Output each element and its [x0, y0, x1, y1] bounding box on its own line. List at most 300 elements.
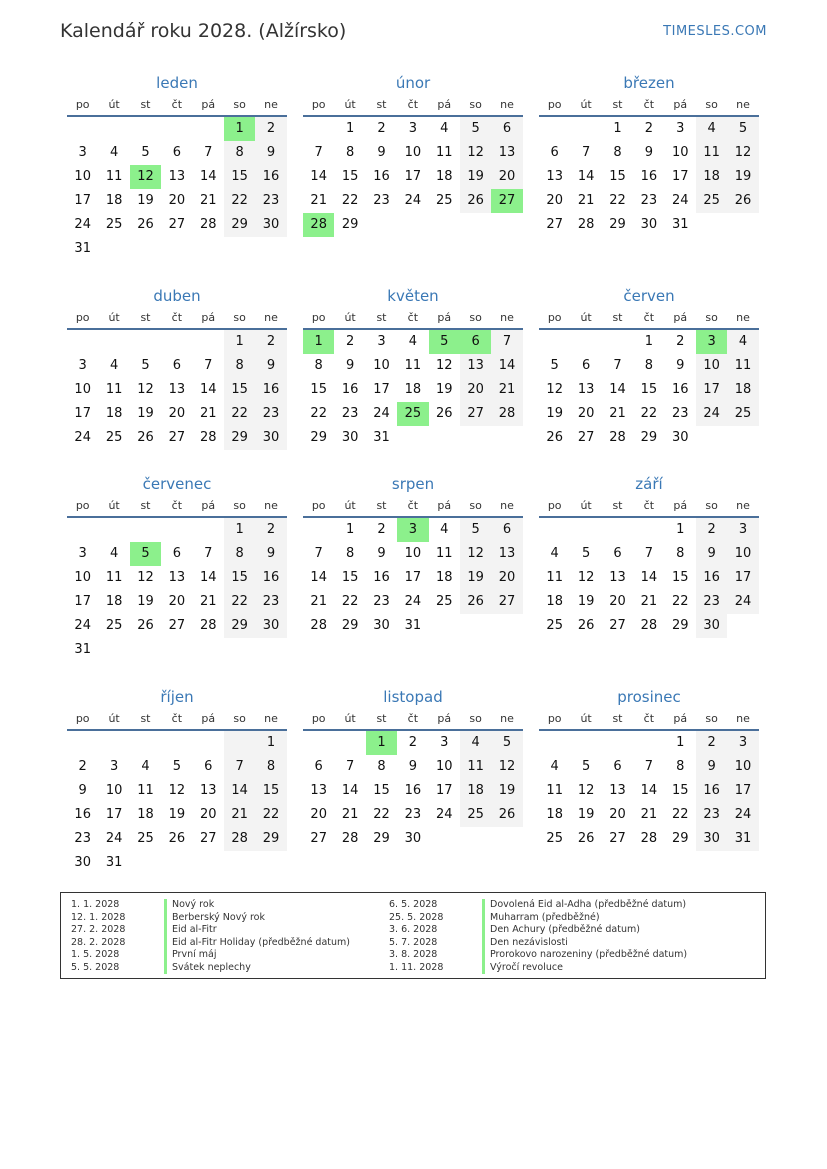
day-cell: 23 [373, 193, 390, 208]
day-cell: 28 [303, 213, 334, 237]
legend-date: 5. 5. 2028 [71, 961, 120, 973]
day-cell: 22 [373, 807, 390, 822]
weekday-label: út [344, 499, 356, 512]
day-cell: 9 [676, 358, 685, 373]
day-cell: 25 [435, 594, 453, 609]
day-cell: 22 [640, 406, 658, 421]
day-cell: 19 [460, 165, 491, 189]
day-cell: 20 [491, 566, 522, 590]
empty-day [130, 330, 161, 354]
empty-day [193, 731, 224, 755]
day-cell: 8 [314, 358, 323, 373]
empty-day [67, 330, 98, 354]
day-cell: 10 [74, 570, 91, 585]
empty-day [98, 518, 129, 542]
day-cell: 9 [696, 755, 727, 779]
week-row [67, 803, 287, 827]
day-cell: 7 [345, 759, 355, 774]
day-cell: 15 [640, 382, 658, 397]
weekday-label: po [547, 98, 562, 111]
weekday-header [67, 309, 287, 330]
weekday-label: út [344, 712, 356, 725]
weekday-header [67, 96, 287, 117]
day-cell: 25 [696, 189, 727, 213]
weekday-label: čt [643, 499, 655, 512]
weekday-header [539, 497, 759, 518]
day-cell: 30 [404, 831, 422, 846]
empty-day [429, 827, 460, 851]
week-row [67, 237, 287, 261]
day-cell: 29 [341, 217, 359, 232]
day-cell: 9 [644, 145, 653, 160]
month-name: září [635, 475, 663, 493]
day-cell: 12 [460, 141, 491, 165]
empty-day [570, 518, 601, 542]
month-name: duben [153, 287, 201, 305]
day-cell: 28 [199, 430, 217, 445]
weekday-header [303, 309, 523, 330]
day-cell: 27 [460, 402, 491, 426]
day-cell: 9 [408, 759, 417, 774]
weekday-label: čt [643, 98, 655, 111]
day-cell: 8 [676, 546, 685, 561]
day-cell: 5 [581, 759, 591, 774]
day-cell: 17 [404, 570, 422, 585]
day-cell: 8 [613, 145, 622, 160]
day-cell: 23 [640, 193, 658, 208]
weekday-header [539, 96, 759, 117]
day-cell: 8 [345, 546, 355, 561]
day-cell: 17 [74, 193, 91, 208]
week-row [67, 638, 287, 662]
weekday-label: ne [736, 712, 750, 725]
weekday-label: út [344, 311, 356, 324]
empty-day [255, 851, 286, 875]
weekday-label: so [705, 98, 718, 111]
day-cell: 28 [199, 618, 217, 633]
day-cell: 14 [199, 382, 217, 397]
day-cell: 1 [613, 121, 622, 136]
day-cell: 20 [168, 406, 186, 421]
week-row [303, 566, 523, 590]
empty-day [193, 330, 224, 354]
weekday-label: ne [264, 98, 278, 111]
empty-day [193, 518, 224, 542]
day-cell: 13 [168, 382, 186, 397]
day-cell: 15 [224, 378, 255, 402]
day-cell: 16 [640, 169, 658, 184]
day-cell: 27 [491, 590, 522, 614]
day-cell: 2 [408, 735, 417, 750]
day-cell: 4 [440, 121, 449, 136]
day-cell: 23 [696, 803, 727, 827]
day-cell: 7 [613, 358, 622, 373]
month-březen [539, 73, 759, 237]
empty-day [539, 518, 570, 542]
day-cell: 4 [109, 358, 119, 373]
week-row [539, 803, 759, 827]
weekday-label: čt [407, 499, 419, 512]
empty-day [727, 213, 758, 237]
day-cell: 15 [341, 169, 359, 184]
weekday-label: čt [643, 712, 655, 725]
day-cell: 14 [199, 169, 217, 184]
day-cell: 10 [404, 145, 422, 160]
weekday-label: st [140, 311, 151, 324]
day-cell: 24 [404, 594, 422, 609]
day-cell: 24 [105, 831, 123, 846]
day-cell: 12 [460, 542, 491, 566]
week-row [539, 779, 759, 803]
empty-day [303, 731, 334, 755]
weekday-label: st [376, 98, 387, 111]
day-cell: 23 [404, 807, 422, 822]
empty-day [602, 518, 633, 542]
day-cell: 13 [491, 141, 522, 165]
day-cell: 8 [255, 755, 286, 779]
day-cell: 11 [546, 783, 563, 798]
weekday-label: so [233, 712, 246, 725]
day-cell: 1 [366, 731, 397, 755]
day-cell: 20 [460, 378, 491, 402]
month-listopad [303, 687, 523, 851]
weekday-label: po [311, 499, 326, 512]
day-cell: 5 [550, 358, 559, 373]
day-cell: 24 [696, 402, 727, 426]
weekday-label: út [108, 499, 120, 512]
day-cell: 18 [696, 165, 727, 189]
site-link[interactable]: TIMESLES.COM [663, 24, 767, 39]
empty-day [397, 426, 428, 450]
day-cell: 23 [373, 594, 390, 609]
weekday-label: pá [201, 311, 216, 324]
day-cell: 1 [255, 731, 286, 755]
day-cell: 9 [345, 358, 355, 373]
day-cell: 2 [345, 334, 355, 349]
day-cell: 10 [373, 358, 390, 373]
empty-day [98, 731, 129, 755]
empty-day [67, 117, 98, 141]
week-row [67, 851, 287, 875]
day-cell: 8 [224, 141, 255, 165]
day-cell: 26 [460, 590, 491, 614]
weekday-label: pá [201, 499, 216, 512]
day-cell: 9 [255, 542, 286, 566]
day-cell: 25 [460, 803, 491, 827]
day-cell: 15 [609, 169, 626, 184]
day-cell: 8 [224, 542, 255, 566]
day-cell: 29 [609, 217, 626, 232]
day-cell: 10 [74, 169, 91, 184]
weekday-header [67, 497, 287, 518]
day-cell: 29 [224, 213, 255, 237]
day-cell: 15 [310, 382, 327, 397]
day-cell: 28 [640, 618, 658, 633]
day-cell: 31 [373, 430, 390, 445]
day-cell: 17 [727, 779, 758, 803]
day-cell: 15 [255, 779, 286, 803]
day-cell: 3 [408, 121, 417, 136]
week-row [539, 518, 759, 542]
empty-day [161, 851, 192, 875]
week-row [67, 542, 287, 566]
weekday-label: so [469, 712, 482, 725]
day-cell: 13 [577, 382, 595, 397]
day-cell: 27 [310, 831, 327, 846]
day-cell: 14 [310, 570, 327, 585]
day-cell: 19 [546, 406, 563, 421]
day-cell: 12 [435, 358, 453, 373]
day-cell: 22 [341, 594, 359, 609]
week-row [539, 330, 759, 354]
weekday-label: so [469, 311, 482, 324]
day-cell: 12 [130, 165, 161, 189]
day-cell: 9 [696, 542, 727, 566]
day-cell: 15 [671, 783, 689, 798]
day-cell: 4 [109, 145, 119, 160]
day-cell: 4 [460, 731, 491, 755]
day-cell: 21 [199, 406, 217, 421]
week-row [67, 330, 287, 354]
day-cell: 30 [255, 213, 286, 237]
empty-day [460, 614, 491, 638]
empty-day [130, 518, 161, 542]
day-cell: 10 [696, 354, 727, 378]
day-cell: 23 [341, 406, 359, 421]
empty-day [98, 330, 129, 354]
weekday-label: pá [437, 712, 452, 725]
weekday-label: ne [736, 98, 750, 111]
weekday-label: po [75, 712, 90, 725]
day-cell: 12 [577, 570, 595, 585]
weekday-label: st [140, 499, 151, 512]
weekday-label: út [344, 98, 356, 111]
day-cell: 21 [609, 406, 626, 421]
empty-day [727, 426, 758, 450]
empty-day [491, 614, 522, 638]
week-row [539, 566, 759, 590]
day-cell: 6 [581, 358, 591, 373]
day-cell: 11 [137, 783, 154, 798]
week-row [303, 827, 523, 851]
day-cell: 7 [204, 358, 213, 373]
empty-day [429, 614, 460, 638]
day-cell: 16 [373, 570, 390, 585]
day-cell: 3 [440, 735, 449, 750]
week-row [303, 141, 523, 165]
week-row [303, 779, 523, 803]
day-cell: 13 [310, 783, 327, 798]
day-cell: 1 [224, 117, 255, 141]
month-červenec [67, 474, 287, 662]
day-cell: 6 [172, 145, 181, 160]
day-cell: 7 [314, 546, 323, 561]
empty-day [161, 518, 192, 542]
day-cell: 1 [345, 522, 355, 537]
day-cell: 14 [491, 354, 522, 378]
day-cell: 16 [255, 165, 286, 189]
day-cell: 20 [168, 193, 186, 208]
empty-day [491, 827, 522, 851]
legend-holiday-name: Berberský Nový rok [164, 912, 265, 925]
empty-day [602, 731, 633, 755]
empty-day [539, 117, 570, 141]
day-cell: 30 [255, 614, 286, 638]
day-cell: 28 [224, 827, 255, 851]
weekday-label: čt [171, 712, 183, 725]
day-cell: 22 [310, 406, 327, 421]
day-cell: 21 [310, 193, 327, 208]
empty-day [602, 330, 633, 354]
empty-day [130, 731, 161, 755]
day-cell: 22 [255, 803, 286, 827]
week-row [539, 189, 759, 213]
day-cell: 12 [577, 783, 595, 798]
day-cell: 20 [546, 193, 563, 208]
weekday-label: čt [171, 311, 183, 324]
day-cell: 24 [74, 618, 91, 633]
week-row [303, 354, 523, 378]
day-cell: 8 [644, 358, 653, 373]
day-cell: 2 [644, 121, 653, 136]
day-cell: 31 [74, 642, 91, 657]
day-cell: 20 [577, 406, 595, 421]
day-cell: 5 [460, 117, 491, 141]
day-cell: 27 [546, 217, 563, 232]
weekday-label: st [376, 499, 387, 512]
week-row [303, 426, 523, 450]
day-cell: 18 [435, 570, 453, 585]
day-cell: 1 [676, 735, 685, 750]
weekday-header [303, 96, 523, 117]
day-cell: 30 [373, 618, 390, 633]
day-cell: 6 [204, 759, 213, 774]
day-cell: 3 [727, 731, 758, 755]
empty-day [727, 614, 758, 638]
day-cell: 31 [671, 217, 689, 232]
week-row [303, 117, 523, 141]
day-cell: 8 [345, 145, 355, 160]
day-cell: 10 [404, 546, 422, 561]
day-cell: 24 [727, 803, 758, 827]
day-cell: 21 [199, 193, 217, 208]
day-cell: 1 [676, 522, 685, 537]
empty-day [366, 213, 397, 237]
day-cell: 25 [727, 402, 758, 426]
day-cell: 22 [671, 807, 689, 822]
legend-holiday-name: Muharram (předběžné) [482, 912, 600, 925]
day-cell: 25 [435, 193, 453, 208]
empty-day [303, 518, 334, 542]
week-row [303, 189, 523, 213]
week-row [67, 354, 287, 378]
empty-day [255, 638, 286, 662]
day-cell: 3 [696, 330, 727, 354]
empty-day [696, 426, 727, 450]
empty-day [130, 851, 161, 875]
empty-day [570, 330, 601, 354]
week-row [539, 827, 759, 851]
day-cell: 28 [640, 831, 658, 846]
day-cell: 26 [137, 217, 154, 232]
empty-day [460, 213, 491, 237]
legend-date: 1. 5. 2028 [71, 949, 120, 960]
day-cell: 24 [373, 406, 390, 421]
empty-day [539, 731, 570, 755]
day-cell: 13 [546, 169, 563, 184]
day-cell: 8 [377, 759, 386, 774]
day-cell: 22 [341, 193, 359, 208]
month-name: únor [395, 74, 431, 92]
day-cell: 11 [435, 145, 453, 160]
weekday-header [67, 710, 287, 731]
month-leden [67, 73, 287, 261]
day-cell: 5 [130, 542, 161, 566]
day-cell: 21 [491, 378, 522, 402]
weekday-label: so [469, 499, 482, 512]
empty-day [193, 237, 224, 261]
week-row [67, 614, 287, 638]
weekday-label: st [140, 98, 151, 111]
weekday-header [303, 710, 523, 731]
weekday-label: pá [437, 311, 452, 324]
week-row [303, 518, 523, 542]
day-cell: 5 [429, 330, 460, 354]
empty-day [334, 731, 365, 755]
empty-day [98, 117, 129, 141]
day-cell: 7 [491, 330, 522, 354]
weekday-label: čt [407, 98, 419, 111]
day-cell: 19 [577, 594, 595, 609]
day-cell: 17 [74, 406, 91, 421]
day-cell: 24 [671, 193, 689, 208]
week-row [303, 402, 523, 426]
day-cell: 11 [105, 570, 123, 585]
day-cell: 2 [377, 121, 386, 136]
day-cell: 29 [310, 430, 327, 445]
weekday-label: čt [643, 311, 655, 324]
empty-day [224, 851, 255, 875]
day-cell: 4 [440, 522, 449, 537]
day-cell: 21 [577, 193, 595, 208]
legend-holiday-name: Výročí revoluce [482, 962, 563, 975]
day-cell: 6 [460, 330, 491, 354]
day-cell: 20 [310, 807, 327, 822]
day-cell: 18 [546, 807, 563, 822]
day-cell: 27 [168, 618, 186, 633]
week-row [303, 330, 523, 354]
day-cell: 26 [168, 831, 186, 846]
week-row [303, 378, 523, 402]
day-cell: 19 [168, 807, 186, 822]
week-row [67, 402, 287, 426]
day-cell: 13 [168, 570, 186, 585]
day-cell: 29 [224, 426, 255, 450]
day-cell: 17 [727, 566, 758, 590]
day-cell: 18 [546, 594, 563, 609]
day-cell: 10 [105, 783, 123, 798]
day-cell: 10 [671, 145, 689, 160]
day-cell: 4 [696, 117, 727, 141]
empty-day [633, 731, 664, 755]
day-cell: 2 [696, 518, 727, 542]
day-cell: 18 [435, 169, 453, 184]
day-cell: 11 [435, 546, 453, 561]
month-name: říjen [160, 688, 194, 706]
day-cell: 29 [224, 614, 255, 638]
day-cell: 17 [404, 169, 422, 184]
day-cell: 28 [310, 618, 327, 633]
